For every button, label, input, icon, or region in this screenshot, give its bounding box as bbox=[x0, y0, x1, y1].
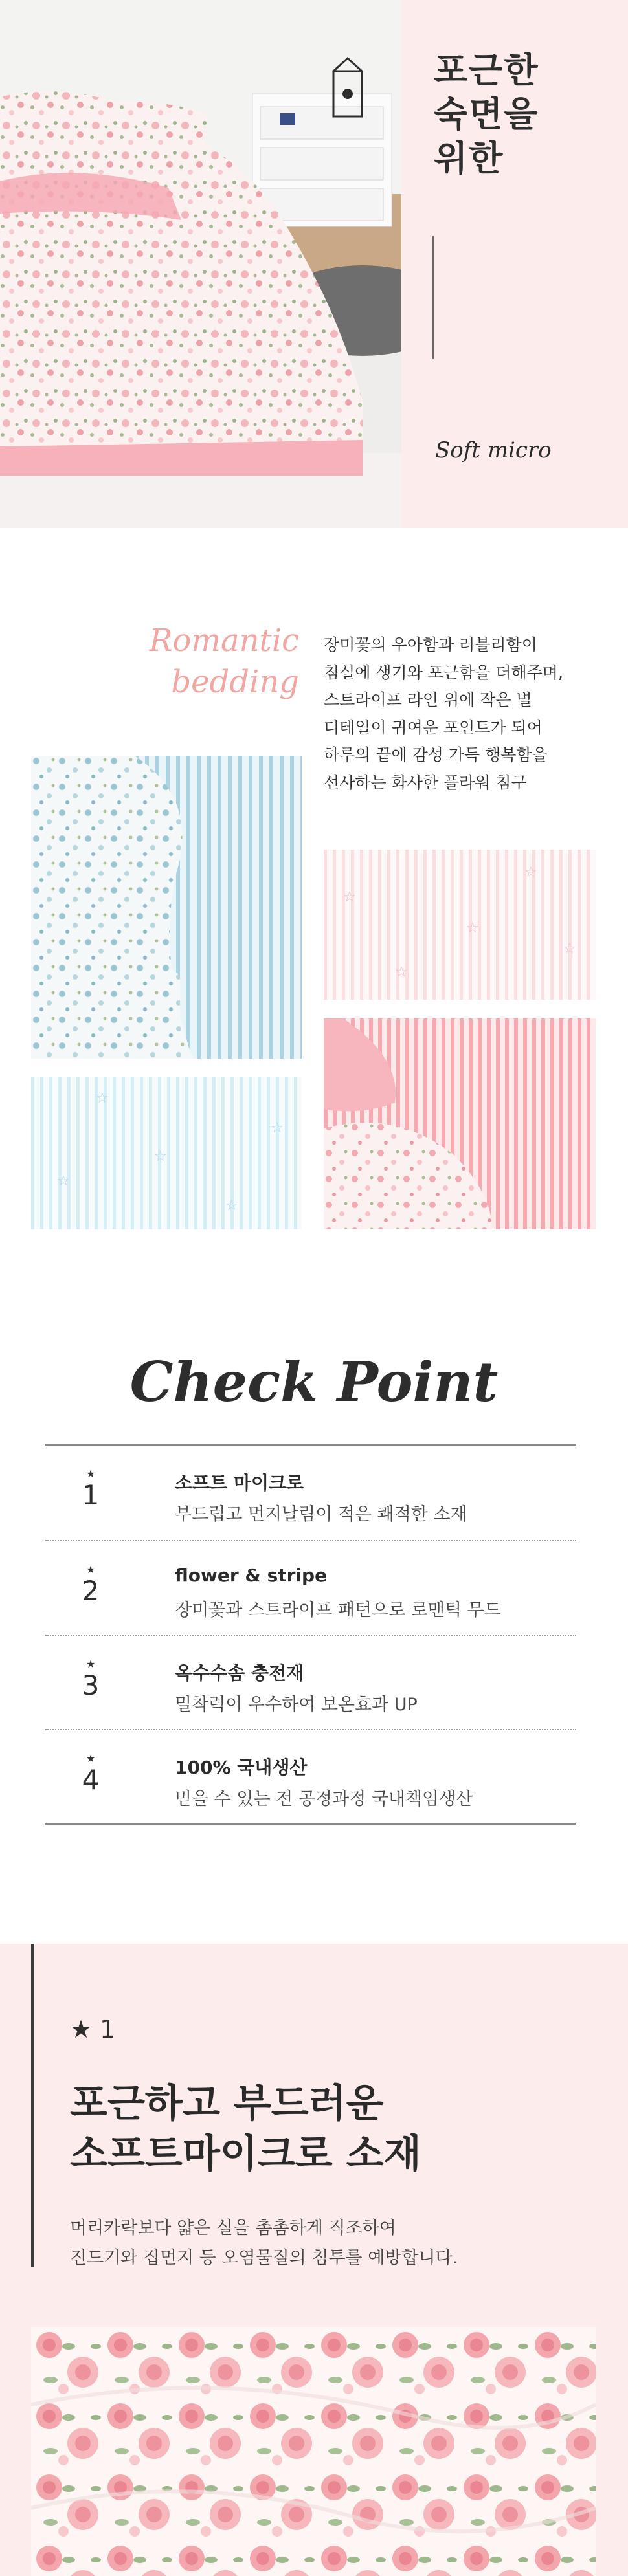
check-point-number: 1 bbox=[82, 1479, 100, 1511]
svg-text:☆: ☆ bbox=[466, 920, 479, 936]
feature-number: ★ 1 bbox=[70, 2015, 116, 2043]
hero-bedroom-photo bbox=[0, 0, 401, 528]
svg-text:☆: ☆ bbox=[154, 1149, 167, 1165]
feature-title: 포근하고 부드러운 소프트마이크로 소재 bbox=[70, 2081, 421, 2177]
check-point-heading: 소프트 마이크로 bbox=[175, 1472, 304, 1493]
svg-text:☆: ☆ bbox=[96, 1090, 109, 1106]
pink-bedding-photo bbox=[324, 1018, 596, 1229]
brand-logo: Soft micro bbox=[435, 437, 552, 463]
star-icon: ★ bbox=[85, 1658, 96, 1670]
romantic-bedding-description: 장미꽃의 우아함과 러블리함이 침실에 생기와 포근함을 더해주며, 스트라이프 라인 위에 작은 별 디테일이 귀여운 포인트가 되어 하루의 끝에 감성 가득 행복함을 선사하는 화사한 플라워 침구 bbox=[324, 635, 563, 792]
check-point-number: 3 bbox=[82, 1669, 100, 1701]
check-point-heading: 옥수수솜 충전재 bbox=[175, 1662, 304, 1684]
hero-side-panel bbox=[401, 0, 628, 528]
svg-text:☆: ☆ bbox=[524, 864, 537, 881]
romantic-bedding-title: Romantic bedding bbox=[149, 622, 299, 700]
check-point-number: 2 bbox=[82, 1575, 100, 1607]
blue-stripe-swatch bbox=[31, 1077, 302, 1229]
check-point-item bbox=[45, 1540, 576, 1635]
feature-section-1 bbox=[0, 1944, 628, 2576]
blue-bedding-photo bbox=[31, 756, 302, 1059]
star-icon: ★ bbox=[85, 1468, 96, 1480]
check-point-title: Check Point bbox=[129, 1350, 499, 1414]
star-icon: ★ bbox=[85, 1563, 96, 1576]
svg-text:☆: ☆ bbox=[395, 964, 408, 980]
check-point-item bbox=[45, 1729, 576, 1823]
svg-text:☆: ☆ bbox=[271, 1120, 284, 1136]
check-point-number: 4 bbox=[82, 1764, 100, 1796]
hero-divider bbox=[432, 236, 434, 359]
check-point-item bbox=[45, 1635, 576, 1729]
check-point-text: 믿을 수 있는 전 공정과정 국내책임생산 bbox=[175, 1789, 473, 1809]
check-point-text: 밀착력이 우수하여 보온효과 UP bbox=[175, 1695, 418, 1715]
rose-fabric-photo bbox=[31, 2327, 596, 2576]
check-point-list bbox=[45, 1444, 576, 1825]
feature-accent-bar bbox=[31, 1944, 34, 2267]
svg-text:☆: ☆ bbox=[343, 889, 356, 905]
feature-description: 머리카락보다 얇은 실을 촘촘하게 직조하여 진드기와 집먼지 등 오염물질의 침투를 예방합니다. bbox=[70, 2218, 458, 2268]
check-point-text: 장미꽃과 스트라이프 패턴으로 로맨틱 무드 bbox=[175, 1600, 501, 1620]
check-point-item bbox=[45, 1446, 576, 1540]
star-icon: ★ bbox=[85, 1752, 96, 1765]
hero-title: 포근한 숙면을 위한 bbox=[434, 50, 539, 179]
check-point-heading: 100% 국내생산 bbox=[175, 1757, 308, 1778]
svg-text:☆: ☆ bbox=[57, 1173, 70, 1189]
check-point-heading: flower & stripe bbox=[175, 1565, 328, 1586]
svg-text:☆: ☆ bbox=[563, 941, 576, 957]
svg-text:☆: ☆ bbox=[225, 1198, 238, 1214]
check-point-text: 부드럽고 먼지날림이 적은 쾌적한 소재 bbox=[175, 1504, 467, 1525]
pink-stripe-swatch bbox=[324, 850, 596, 1000]
hero-section bbox=[0, 0, 628, 528]
